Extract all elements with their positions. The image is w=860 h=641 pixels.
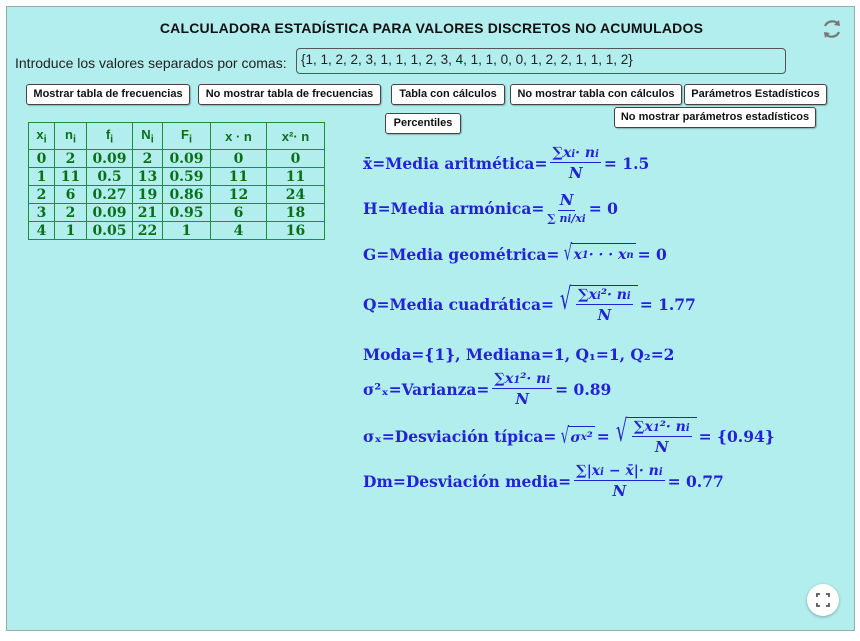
table-cell: 22 — [133, 222, 163, 240]
values-input[interactable]: {1, 1, 2, 2, 3, 1, 1, 1, 2, 3, 4, 1, 1, 0, 0, 1, 2, 2, 1, 1, 1, 2} — [296, 48, 786, 74]
desviacion-tipica-label: σₓ=Desviación típica= — [363, 427, 557, 446]
table-cell: 2 — [55, 204, 87, 222]
armonica-fraction: $\frac{N}{\sum ni/xi}$ — [547, 191, 586, 225]
page-title: CALCULADORA ESTADÍSTICA PARA VALORES DISCRETOS NO ACUMULADOS — [159, 20, 704, 36]
header-xi2-ni: x²· n — [267, 123, 325, 150]
media-cuadratica-label: Q=Media cuadrática= — [363, 295, 554, 314]
hide-statistical-params-button[interactable]: No mostrar parámetros estadísticos — [614, 107, 816, 128]
table-cell: 0 — [211, 150, 267, 168]
media-fraction: $\frac{\sum xi\cdot ni}{N}$ — [552, 145, 599, 182]
table-cell: 0 — [267, 150, 325, 168]
media-aritmetica-value: = 1.5 — [603, 154, 650, 173]
media-aritmetica-label: x̄=Media aritmética= — [363, 154, 548, 173]
desviacion-tipica-value: = {0.94} — [698, 427, 775, 446]
table-cell: 2 — [55, 150, 87, 168]
calc-table-button[interactable]: Tabla con cálculos — [391, 84, 505, 105]
table-cell: 3 — [29, 204, 55, 222]
media-geometrica-value: = 0 — [637, 244, 667, 264]
varianza-fraction: $\frac{\text{∑x1²· ni}}{N}$ — [494, 371, 551, 408]
desviacion-root-small: √ σ x ² — [561, 423, 593, 449]
table-cell: 12 — [211, 186, 267, 204]
table-cell: 4 — [211, 222, 267, 240]
table-cell: 0.27 — [87, 186, 133, 204]
table-cell: 0 — [29, 150, 55, 168]
media-armonica-value: = 0 — [588, 198, 618, 218]
header-Ni: $N_i$ — [133, 123, 163, 150]
table-row — [29, 168, 325, 186]
table-header-row — [29, 123, 325, 150]
media-geometrica-line — [363, 243, 667, 265]
varianza-label: σ²ₓ=Varianza= — [363, 380, 490, 399]
hide-calc-table-button[interactable]: No mostrar tabla con cálculos — [510, 84, 682, 105]
media-aritmetica-line — [363, 145, 649, 182]
table-cell: 0.59 — [163, 168, 211, 186]
desviacion-root-large: √ $\frac{\text{∑x1²· ni}}{N}$ — [612, 417, 697, 456]
table-cell: 13 — [133, 168, 163, 186]
media-cuadratica-line — [363, 282, 696, 324]
reload-icon[interactable] — [820, 17, 844, 41]
statistical-params-button[interactable]: Parámetros Estadísticos — [684, 84, 827, 105]
input-label: Introduce los valores separados por comas: — [15, 55, 287, 71]
desviacion-media-label: Dm=Desviación media= — [363, 472, 572, 491]
fullscreen-icon — [807, 584, 839, 616]
table-cell: 4 — [29, 222, 55, 240]
table-cell: 11 — [55, 168, 87, 186]
table-cell: 2 — [29, 186, 55, 204]
header-Fi: $F_i$ — [163, 123, 211, 150]
media-geometrica-label: G=Media geométrica= — [363, 244, 560, 264]
header-xi-ni: x · n — [211, 123, 267, 150]
hide-frequency-table-button[interactable]: No mostrar tabla de frecuencias — [198, 84, 381, 105]
table-row — [29, 204, 325, 222]
table-cell: 0.09 — [87, 150, 133, 168]
frequency-table — [28, 122, 325, 240]
desviacion-tipica-line: σₓ=Desviación típica= √ σ x ² = √ $\frac{\text{∑x1²· ni}}{N}$ = {0.94} — [363, 414, 775, 456]
table-cell: 11 — [211, 168, 267, 186]
table-cell: 2 — [133, 150, 163, 168]
moda-mediana-line — [363, 345, 674, 364]
table-cell: 0.09 — [163, 150, 211, 168]
table-row — [29, 222, 325, 240]
geometrica-root: √ x 1 · · · x n — [564, 241, 634, 266]
varianza-line — [363, 371, 611, 408]
table-cell: 0.95 — [163, 204, 211, 222]
desviacion-media-value: = 0.77 — [667, 472, 724, 491]
moda-mediana-text: Moda={1}, Mediana=1, Q₁=1, Q₂=2 — [363, 345, 675, 364]
table-cell: 1 — [55, 222, 87, 240]
percentiles-button[interactable]: Percentiles — [385, 113, 461, 134]
fullscreen-button[interactable] — [807, 584, 839, 616]
table-cell: 16 — [267, 222, 325, 240]
table-cell: 0.86 — [163, 186, 211, 204]
table-cell: 19 — [133, 186, 163, 204]
table-cell: 0.05 — [87, 222, 133, 240]
media-cuadratica-value: = 1.77 — [639, 295, 696, 314]
varianza-value: = 0.89 — [555, 380, 612, 399]
applet-canvas — [6, 6, 855, 631]
table-cell: 24 — [267, 186, 325, 204]
table-cell: 1 — [29, 168, 55, 186]
cuadratica-root: √ $\frac{\text{∑xi²· ni}}{N}$ — [556, 285, 638, 324]
table-cell: 11 — [267, 168, 325, 186]
table-cell: 6 — [211, 204, 267, 222]
header-xi: $x_i$ — [29, 123, 55, 150]
table-cell: 0.09 — [87, 204, 133, 222]
desviacion-media-fraction: $\frac{\sum|xi - x̄|\cdot ni}{N}$ — [576, 463, 663, 500]
show-frequency-table-button[interactable]: Mostrar tabla de frecuencias — [26, 84, 190, 105]
media-armonica-label: H=Media armónica= — [363, 198, 545, 218]
table-row — [29, 150, 325, 168]
desviacion-media-line — [363, 463, 724, 500]
table-cell: 1 — [163, 222, 211, 240]
header-ni: $n_i$ — [55, 123, 87, 150]
table-cell: 6 — [55, 186, 87, 204]
table-cell: 21 — [133, 204, 163, 222]
table-cell: 18 — [267, 204, 325, 222]
header-fi: $f_i$ — [87, 123, 133, 150]
media-armonica-line — [363, 191, 618, 225]
table-row — [29, 186, 325, 204]
table-cell: 0.5 — [87, 168, 133, 186]
